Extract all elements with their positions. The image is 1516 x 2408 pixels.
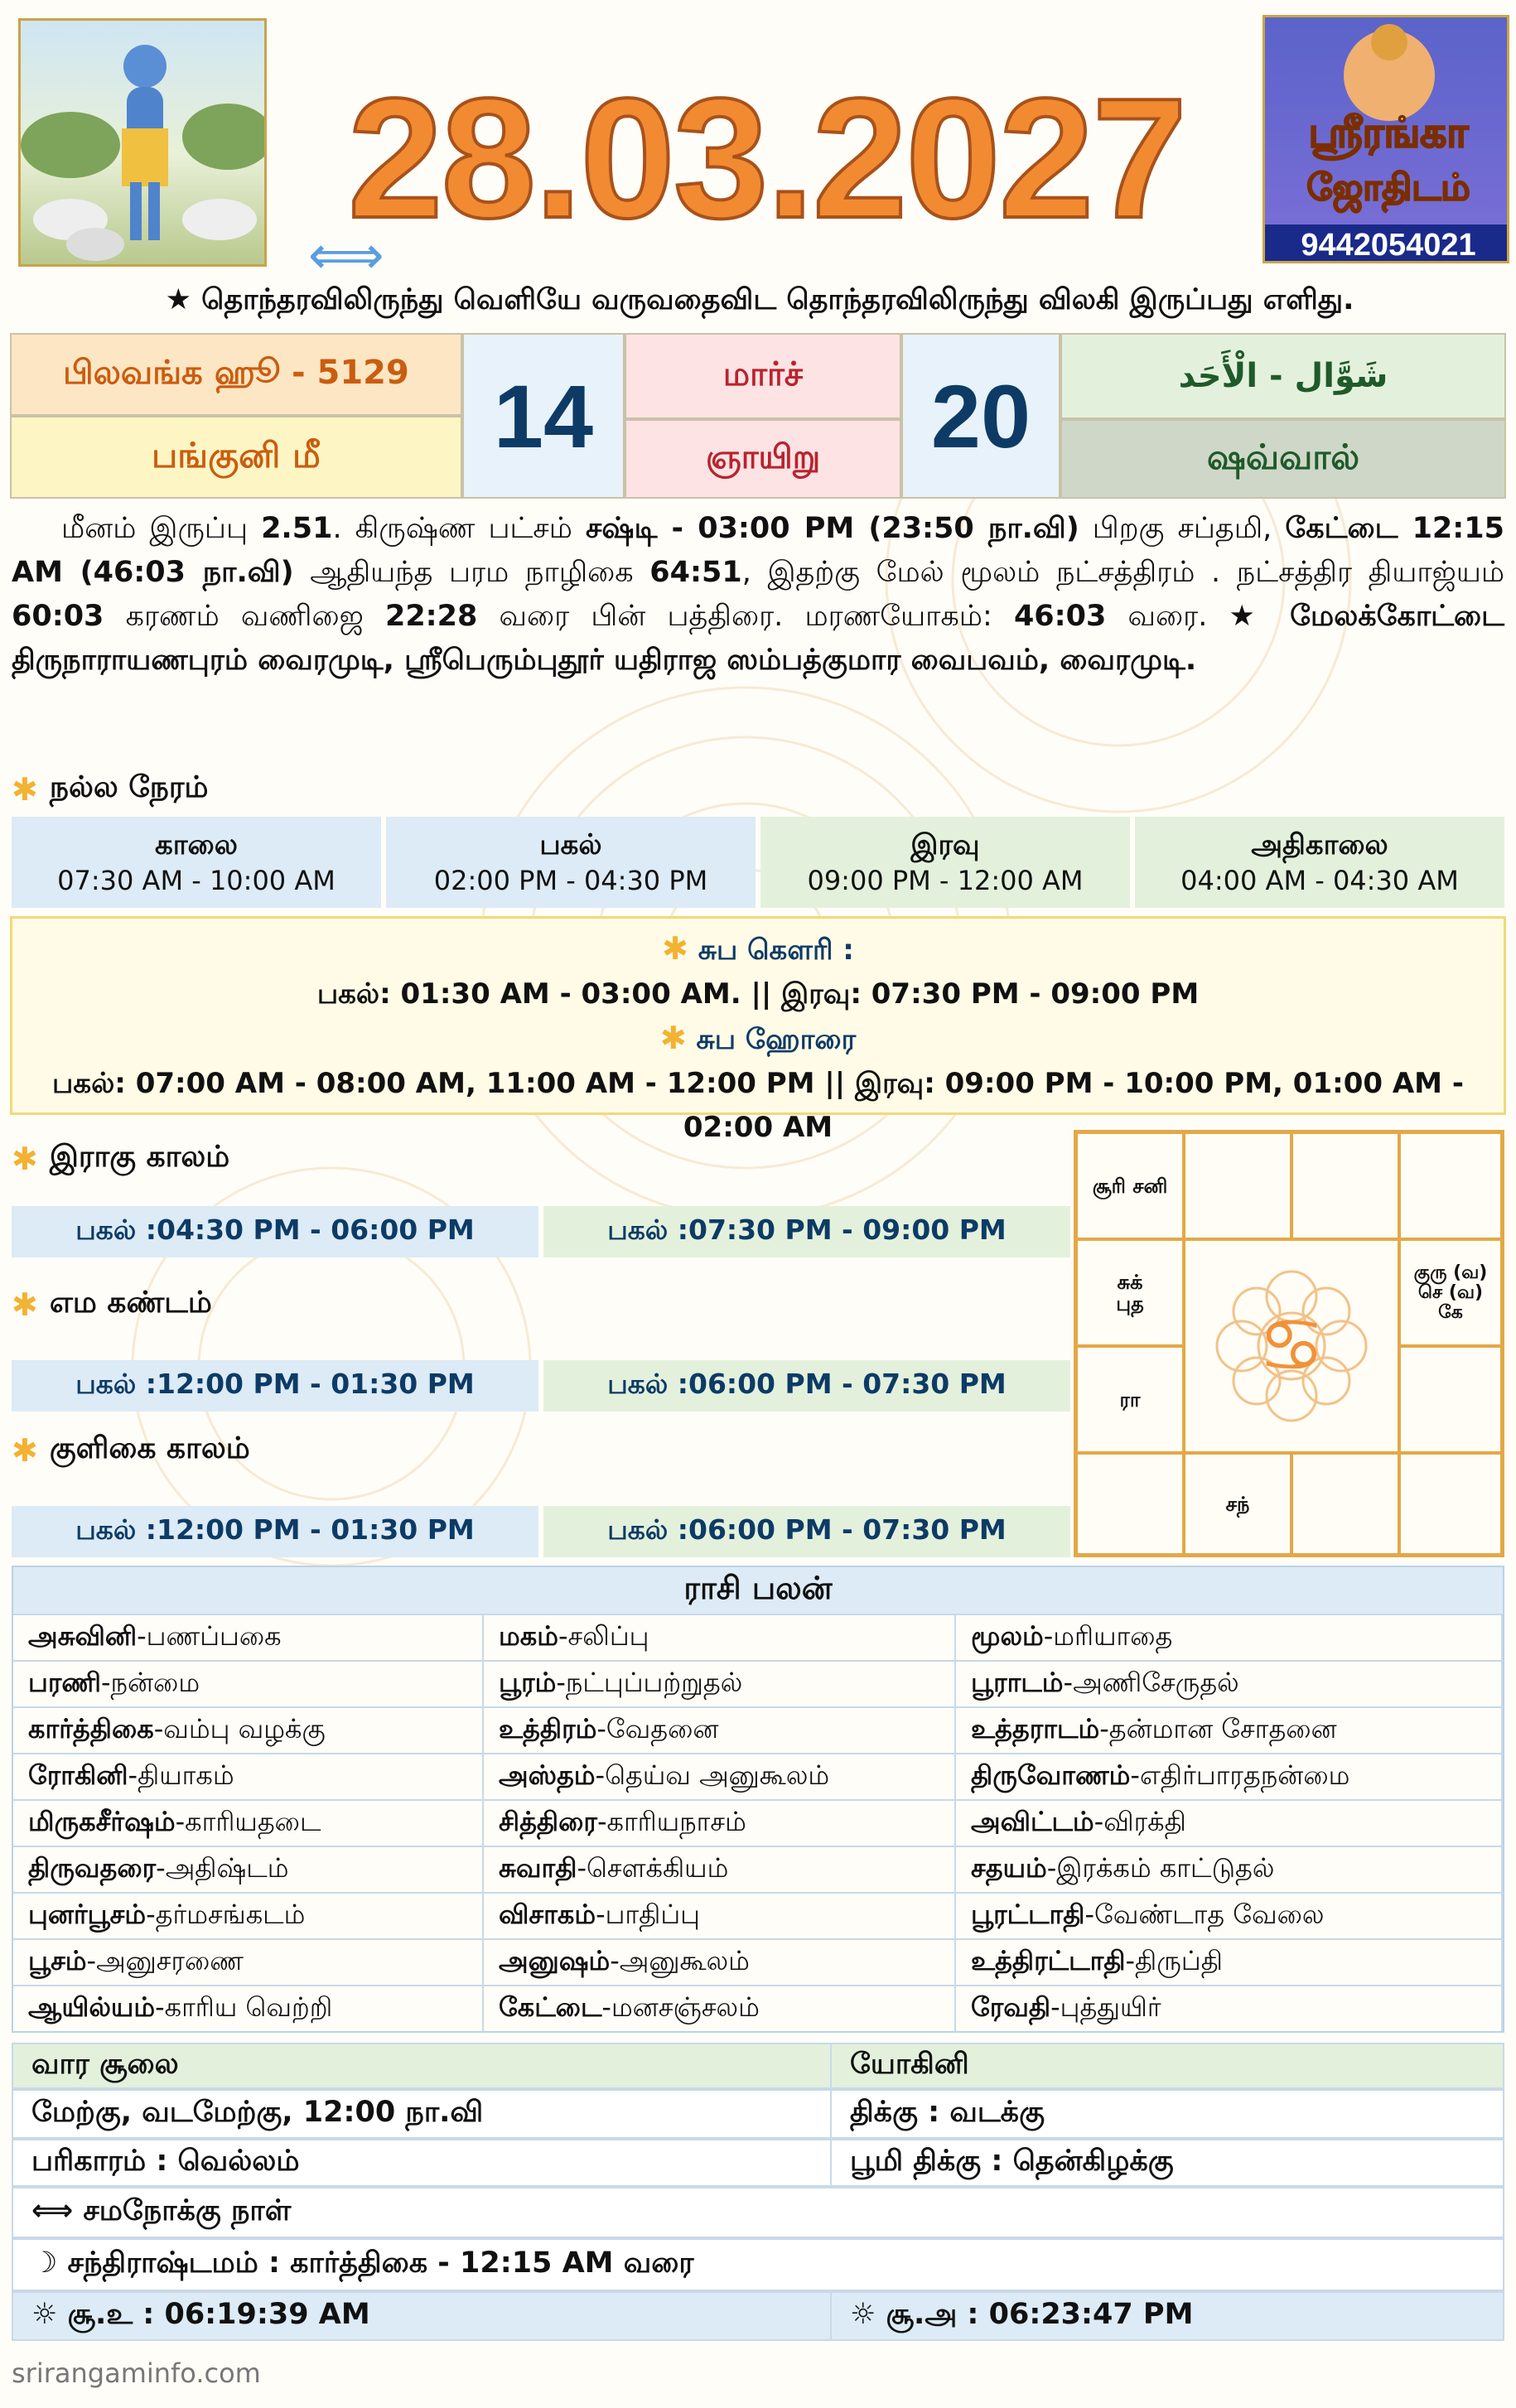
nakshatra-name: சதயம் (971, 1852, 1047, 1884)
nakshatra-result: -பாதிப்பு (596, 1899, 700, 1930)
rasi-palan-cell (13, 1706, 484, 1753)
nakshatra-result: -திருப்தி (1125, 1945, 1223, 1976)
chart-cell-9: ரா (1076, 1346, 1184, 1453)
nakshatra-name: பூரட்டாதி (971, 1899, 1085, 1930)
nakshatra-name: புனர்பூசம் (28, 1899, 147, 1930)
tamil-day: 14 (462, 333, 625, 499)
star-icon: ✱ (12, 1141, 38, 1177)
krishna-image (18, 18, 267, 267)
yama-title: ✱ எம கண்டம் (12, 1286, 212, 1323)
gowri-title: ✱ சுப கௌரி : (662, 930, 854, 967)
nakshatra-name: ரேவதி (971, 1991, 1051, 2023)
rasi-palan-cell (13, 1614, 484, 1660)
rahu-night: பகல் :07:30 PM - 09:00 PM (543, 1206, 1070, 1257)
nakshatra-name: மிருகசீர்ஷம் (28, 1806, 176, 1837)
nakshatra-result: -எதிர்பாரதநன்மை (1130, 1759, 1350, 1791)
samanokku: ⟺ சமநோக்கு நாள் (31, 2194, 292, 2227)
rasi-palan-cell (956, 1706, 1503, 1753)
soolai-value: மேற்கு, வடமேற்கு, 12:00 நா.வி (31, 2096, 484, 2129)
panchang-details: மீனம் இருப்பு 2.51. கிருஷ்ண பட்சம் சஷ்டி - 03:00 PM (23:50 நா.வி) பிறகு சப்தமி, கேட்டை 12:15 AM (46:03 நா.வி) ஆதியந்த பரம நாழிகை 64:51, இதற்கு மேல் மூலம் நட்சத்திரம் . நட்சத்திர தியாஜ்யம் 60:03 கரணம் வணிஜை 22:28 வரை பின் பத்திரை. மரணயோகம்: 46:03 வரை. ★ மேலக்கோட்டை திருநாராயணபுரம் வைரமுடி, ஸ்ரீபெரும்புதூர் யதிராஜ ஸம்பத்குமார வைபவம், வைரமுடி. (12, 512, 1504, 677)
cancer-sign-icon: ♋ (1258, 1302, 1325, 1389)
nakshatra-name: ரோகினி (28, 1759, 128, 1791)
star-icon: ✱ (12, 771, 38, 808)
yogini-label: யோகினி (830, 2044, 969, 2087)
islamic-month-arabic: شَوَّال - الْأَحَد (1060, 333, 1506, 419)
chart-cell-3 (1291, 1132, 1399, 1239)
rasi-palan-cell (956, 1985, 1503, 2031)
nakshatra-result: -காரியதடை (175, 1806, 321, 1837)
nakshatra-name: மகம் (499, 1620, 558, 1652)
rasi-palan-cell (13, 1753, 484, 1799)
nakshatra-result: -இரக்கம் காட்டுதல் (1046, 1852, 1275, 1884)
kuligai-title: ✱ குளிகை காலம் (12, 1431, 250, 1469)
chart-cell-5: சுக் புத (1076, 1239, 1184, 1346)
nakshatra-result: -விரக்தி (1094, 1806, 1186, 1837)
rasi-palan-cell (484, 1938, 956, 1985)
nakshatra-result: -சலிப்பு (558, 1620, 649, 1652)
nakshatra-result: -அனுசரணை (86, 1945, 244, 1976)
tamil-month: பங்குனி மீ (10, 416, 462, 499)
yama-day: பகல் :12:00 PM - 01:30 PM (12, 1360, 538, 1412)
chart-center (1184, 1239, 1399, 1453)
boomi-dikku: பூமி திக்கு : தென்கிழக்கு (830, 2140, 1174, 2185)
nalla-neram-noon: பகல் 02:00 PM - 04:30 PM (386, 817, 756, 908)
nakshatra-result: -அதிஷ்டம் (156, 1852, 289, 1884)
nalla-neram-title: ✱ நல்ல நேரம் (12, 770, 209, 808)
nakshatra-result: -புத்துயிர் (1050, 1991, 1161, 2023)
rasi-palan-cell (484, 1846, 956, 1892)
star-icon: ✱ (662, 930, 688, 967)
chandrashtamam: ☽ சந்திராஷ்டமம் : கார்த்திகை - 12:15 AM வரை (31, 2246, 694, 2280)
nakshatra-name: திருவோணம் (971, 1759, 1131, 1791)
site-footer: srirangaminfo.com (12, 2357, 261, 2389)
chart-cell-1: சூரி சனி (1076, 1132, 1184, 1239)
eng-month: மார்ச் (625, 333, 901, 419)
nakshatra-result: -வம்பு வழக்கு (153, 1713, 326, 1744)
rasi-palan-cell (484, 1985, 956, 2031)
chart-cell-14 (1399, 1453, 1502, 1555)
thought-of-day: ★ தொந்தரவிலிருந்து வெளியே வருவதைவிட தொந்தரவிலிருந்து விலகி இருப்பது எளிது. (165, 283, 1354, 316)
nakshatra-name: அவிட்டம் (971, 1806, 1094, 1837)
chart-cell-13 (1291, 1453, 1399, 1555)
nakshatra-result: -அணிசேருதல் (1063, 1667, 1239, 1698)
nakshatra-name: பூரம் (499, 1667, 557, 1698)
rasi-palan-cell (484, 1706, 956, 1753)
weekday: ஞாயிறு (625, 419, 901, 499)
gowri-hora-box (10, 916, 1506, 1144)
star-icon: ✱ (12, 1432, 38, 1469)
sunset: ☼ சூ.அ : 06:23:47 PM (830, 2293, 1193, 2339)
nakshatra-result: -மனசஞ்சலம் (601, 1991, 760, 2023)
rasi-palan-cell (13, 1938, 484, 1985)
rasi-palan-cell (13, 1799, 484, 1846)
nakshatra-result: -பணப்பகை (137, 1620, 282, 1652)
rasi-palan-cell (956, 1660, 1503, 1706)
nakshatra-result: -காரியநாசம் (596, 1806, 746, 1837)
nakshatra-name: உத்திரட்டாதி (971, 1945, 1126, 1976)
star-icon: ✱ (12, 1286, 38, 1323)
chart-cell-11 (1076, 1453, 1184, 1555)
nakshatra-result: -தெய்வ அனுகூலம் (595, 1759, 830, 1791)
nakshatra-name: பரணி (28, 1667, 101, 1698)
rahu-day: பகல் :04:30 PM - 06:00 PM (12, 1206, 538, 1257)
nakshatra-name: கேட்டை (499, 1991, 602, 2023)
dikku: திக்கு : வடக்கு (830, 2091, 1045, 2137)
rasi-palan-cell (484, 1799, 956, 1846)
hora-text: பகல்: 07:00 AM - 08:00 AM, 11:00 AM - 12:00 PM || இரவு: 09:00 PM - 10:00 PM, 01:00 AM - 02:00 AM (52, 1067, 1464, 1144)
nakshatra-name: திருவதரை (28, 1852, 157, 1884)
nakshatra-result: -தர்மசங்கடம் (146, 1899, 306, 1930)
nakshatra-result: -நன்மை (100, 1667, 200, 1698)
rasi-palan-cell (484, 1614, 956, 1660)
nakshatra-result: -தன்மான சோதனை (1099, 1713, 1337, 1744)
rasi-palan-grid (13, 1614, 1503, 2031)
nakshatra-name: மூலம் (971, 1620, 1044, 1652)
nakshatra-result: -மரியாதை (1043, 1620, 1173, 1652)
nalla-neram-night: இரவு 09:00 PM - 12:00 AM (760, 817, 1130, 908)
year-label: பிலவங்க ஹூ - 5129 (10, 333, 462, 416)
rasi-palan-cell (13, 1660, 484, 1706)
rasi-palan-cell (956, 1799, 1503, 1846)
nakshatra-result: -அனுகூலம் (610, 1945, 750, 1976)
rasi-palan-cell (956, 1846, 1503, 1892)
nakshatra-name: அசுவினி (28, 1620, 138, 1652)
nakshatra-name: விசாகம் (499, 1899, 596, 1930)
parigaram: பரிகாரம் : வெல்லம் (31, 2145, 300, 2178)
soolai-value-row (12, 2089, 1504, 2139)
chart-cell-2 (1184, 1132, 1291, 1239)
nakshatra-name: அஸ்தம் (499, 1759, 596, 1791)
rasi-palan-cell (13, 1892, 484, 1938)
nakshatra-name: அனுஷம் (499, 1945, 611, 1976)
nakshatra-name: கார்த்திகை (28, 1713, 154, 1744)
rasi-palan-table (12, 1566, 1504, 2033)
chandrashtamam-row (12, 2238, 1504, 2291)
rahu-title: ✱ இராகு காலம் (12, 1140, 230, 1177)
brand-line1: ஸ்ரீரங்கா (1308, 109, 1469, 157)
chart-cell-12: சந் (1184, 1453, 1291, 1555)
nakshatra-result: -சௌக்கியம் (577, 1852, 729, 1884)
samanokku-row (12, 2187, 1504, 2238)
rasi-chart (1074, 1130, 1504, 1557)
nakshatra-result: -காரிய வெற்றி (155, 1991, 333, 2023)
rasi-palan-cell (484, 1892, 956, 1938)
nakshatra-name: சுவாதி (499, 1852, 577, 1884)
brand-logo (1263, 15, 1509, 263)
nalla-neram-dawn: அதிகாலை 04:00 AM - 04:30 AM (1135, 817, 1504, 908)
chart-cell-4 (1399, 1132, 1502, 1239)
brand-phone: 9442054021 (1265, 224, 1509, 263)
kuligai-day: பகல் :12:00 PM - 01:30 PM (12, 1506, 538, 1557)
rasi-palan-cell (13, 1985, 484, 2031)
rasi-palan-cell (956, 1614, 1503, 1660)
nakshatra-name: பூராடம் (971, 1667, 1064, 1698)
hora-title: ✱ சுப ஹோரை (659, 1020, 857, 1056)
nakshatra-name: சித்திரை (499, 1806, 597, 1837)
chart-cell-8: குரு (வ) செ (வ) கே (1399, 1239, 1502, 1346)
nakshatra-name: உத்தராடம் (971, 1713, 1100, 1744)
nakshatra-name: உத்திரம் (499, 1713, 597, 1744)
nakshatra-name: ஆயில்யம் (28, 1991, 156, 2023)
sun-row (12, 2291, 1504, 2341)
nakshatra-result: -வேண்டாத வேலை (1084, 1899, 1325, 1930)
brand-line2: ஜோதிடம் (1306, 166, 1470, 209)
rasi-palan-cell (956, 1892, 1503, 1938)
eng-day: 20 (901, 333, 1060, 499)
nakshatra-name: பூசம் (28, 1945, 87, 1976)
vara-soolai-label: வார சூலை (31, 2048, 179, 2081)
nakshatra-result: -வேதனை (596, 1713, 719, 1744)
date-title: 28.03.2027 (348, 63, 1186, 253)
rasi-palan-cell (956, 1938, 1503, 1985)
kuligai-night: பகல் :06:00 PM - 07:30 PM (543, 1506, 1070, 1557)
nalla-neram-morning: காலை 07:30 AM - 10:00 AM (12, 817, 381, 908)
star-icon: ✱ (659, 1020, 687, 1056)
rasi-palan-cell (484, 1660, 956, 1706)
chart-cell-10 (1399, 1346, 1502, 1453)
swap-arrow-icon: ⟺ (308, 225, 384, 287)
rasi-palan-title: ராசி பலன் (13, 1567, 1503, 1614)
vara-soolai-row (12, 2043, 1504, 2089)
parigaram-row (12, 2139, 1504, 2187)
nakshatra-result: -தியாகம் (128, 1759, 234, 1791)
nakshatra-result: -நட்புப்பற்றுதல் (556, 1667, 743, 1698)
yama-night: பகல் :06:00 PM - 07:30 PM (543, 1360, 1070, 1412)
gowri-text: பகல்: 01:30 AM - 03:00 AM. || இரவு: 07:30 PM - 09:00 PM (316, 977, 1200, 1011)
islamic-month: ஷவ்வால் (1060, 419, 1506, 499)
rasi-palan-cell (13, 1846, 484, 1892)
sunrise: ☼ சூ.உ : 06:19:39 AM (31, 2298, 370, 2331)
rasi-palan-cell (484, 1753, 956, 1799)
rasi-palan-cell (956, 1753, 1503, 1799)
